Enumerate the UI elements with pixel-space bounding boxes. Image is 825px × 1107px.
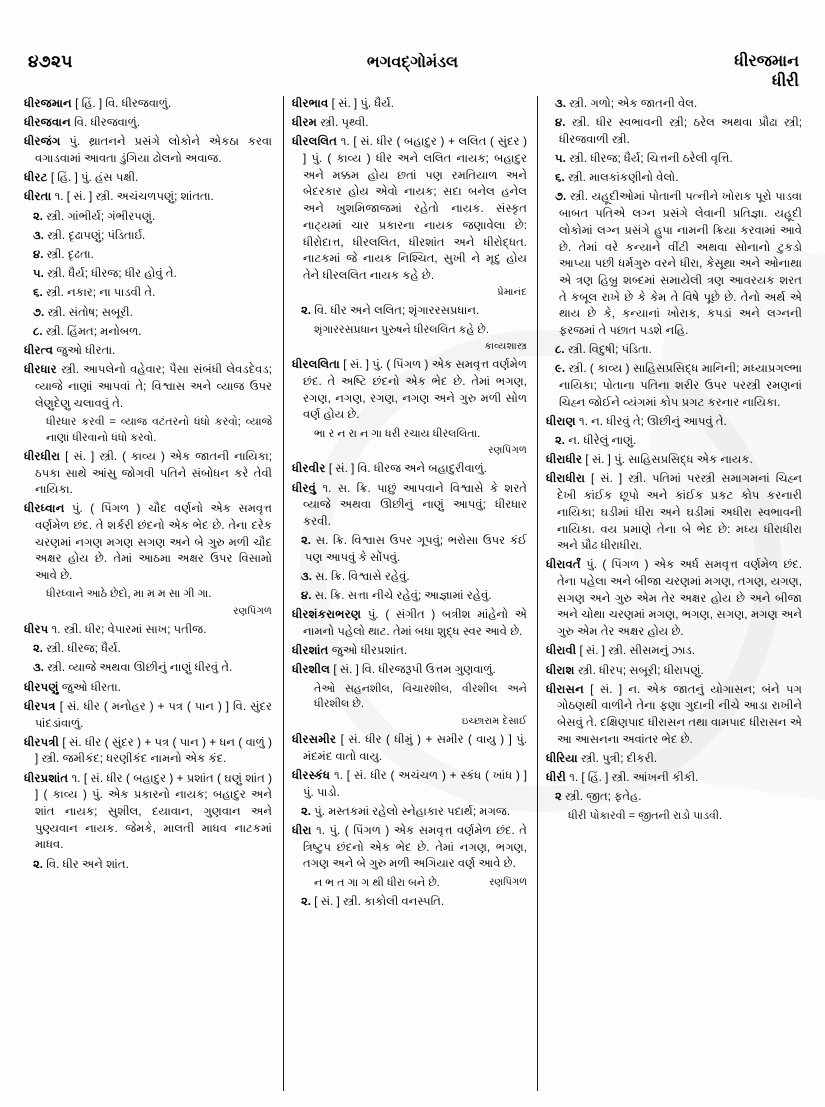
usage-example-text: ન ભ ત ગા ગ થી ધીરા બને છે. — [314, 876, 440, 889]
entry-headword: ધીરાશ — [546, 663, 575, 677]
entry-definition: [ સં. ] વિ. ધીરજ અને બહાદુરીવાળું. — [325, 462, 487, 476]
sense-text: સ્ત્રી. યહૂદીઓમાં પોતાની પત્નીને ખોરાક પૂરો પાડવા બાબત પતિએ લગ્ન પ્રસંગે લેવાની પ્રતિજ્ઞા. યહૂદી લોકોમાં લગ્ન પ્રસંગે હુપા નામની ક્રિયા કરવામાં આવે છે. તેમાં વરે કન્યાને વીંટી અથવા સોનાનો ટુકડો આપ્યા પછી ધર્મગુરુ વરને ધીરા, કેસૂથા અને ઓનાથા એ ત્રણ હિબ્રુ શબ્દમાં સમાયેલી ત્રણ આવરયક શરત તે કબૂલ રાખે છે કે કેમ તે વિષે પૂછે છે. તેનો અર્થ એ થાય છે કે, કન્યાનાં ખોરાક, કપડાં અને લગ્નની ફરજમાં તે પછાત પડશે નહિ. — [559, 190, 802, 337]
entry-sense — [24, 857, 272, 874]
entry-sense — [546, 151, 802, 168]
entry-definition: [ સં. ] પું. ( પિંગળ ) એક સમવૃત્ત વર્ણમેળ છંદ. તે અષ્ટિ છંદનો એક ભેદ છે. તેમાં ભગણ, રગણ, નગણ, રગણ, નગણ અને ગુરુ મળી સોળ વર્ણ હોય છે. — [303, 358, 527, 422]
sense-text: [ સં. ] સ્ત્રી. કાકોલી વનસ્પતિ. — [311, 894, 445, 908]
dictionary-entry — [292, 662, 527, 679]
sense-number: ૪. — [301, 589, 312, 603]
entry-sense — [24, 641, 272, 658]
sense-number: ૮. — [555, 343, 565, 357]
running-head — [734, 52, 799, 92]
dictionary-entry — [292, 461, 527, 478]
entry-headword: ધીરાધીરા — [546, 472, 586, 486]
entry-sense — [24, 247, 272, 264]
dictionary-entry — [24, 680, 272, 697]
entry-headword: ધીરધીરા — [24, 449, 61, 463]
entry-definition: પું. ( પિંગળ ) ચૌદ વર્ણનો એક સમવૃત્ત વર્ણમેળ છંદ. તે શર્કરી છંદનો એક ભેદ છે. તેના દરેક ચરણમાં નગણ મગણ સગણ અને બે ગુરુ મળી ચૌદ અક્ષર હોય છે. તેમાં આઠમા અક્ષર ઉપર વિસામો આવે છે. — [35, 502, 272, 583]
entry-headword: ધીરપણું — [24, 680, 59, 694]
sense-text: સ્ત્રી. ધીરજ; ધૈર્ય; ચિત્તની ઠરેલી વૃત્તિ. — [565, 152, 733, 166]
entry-headword: ધીરાણ — [546, 414, 576, 428]
sense-text: સ્ત્રી. ધીર સ્વભાવની સ્ત્રી; ઠરેલ અથવા પ્રૌઢા સ્ત્રી; ધીરજવાળી સ્ત્રી. — [559, 116, 802, 146]
dictionary-entry — [24, 735, 272, 768]
sense-number: ૨ — [555, 790, 562, 804]
entry-sense — [24, 660, 272, 677]
sense-text: સ્ત્રી. ધૈર્ય; ધીરજ; ધીર હોવું તે. — [43, 267, 177, 281]
entry-headword: ધીરાવી — [546, 644, 577, 658]
entry-headword: ધીરવીર — [292, 462, 326, 476]
dictionary-entry — [24, 362, 272, 412]
entry-definition: ૧. પું. ( પિંગળ ) એક સમવૃત્ત વર્ણમેળ છંદ. તે ત્રિષ્ટુપ છંદનો એક ભેદ છે. તેમાં નગણ, ભગણ, તગણ અને બે ગુરુ મળી અગિયાર વર્ણ આવે છે. — [303, 824, 527, 871]
entry-headword: ધીરપ્રશાંત — [24, 771, 69, 785]
entry-sense — [546, 342, 802, 359]
entry-definition: જુઓ ધીરતા. — [53, 343, 116, 357]
sense-number: ૮. — [33, 324, 43, 338]
entry-headword: ધીરાવર્તં — [546, 558, 581, 572]
dictionary-entry — [546, 770, 802, 787]
dictionary-entry — [24, 343, 272, 360]
dictionary-entry — [292, 134, 527, 284]
sense-text: સ્ત્રી. માલકાંકણીનો વેલો. — [564, 171, 679, 185]
dictionary-entry — [292, 357, 527, 424]
entry-definition: ૧. [ સં. ધીર ( અચંચળ ) + સ્કંધ ( ખાંધ ) ] પું. પાડો. — [303, 769, 527, 799]
sense-number: ૨. — [301, 304, 312, 318]
dictionary-entry — [546, 414, 802, 431]
citation-source: ઇચ્છારામ દેસાઈ — [461, 715, 527, 727]
sense-text: સ્ત્રી. ( કાવ્ય ) સાહિસપ્રસિદ્ધ માનિની; મધ્યાપ્રગલ્ભા નાયિકા; પોતાના પતિના શરીર ઉપર પરસ્ત્રી રમણનાં ચિહ્ન જોઈને વ્યંગમાં કોપ પ્રગટ કરનાર નાયિકા. — [559, 362, 802, 409]
sense-text: સ્ત્રી. વ્યાજે અથવા ઊછીનું નાણું ધીરવું તે. — [43, 661, 233, 675]
entry-sense — [24, 285, 272, 302]
entry-headword: ધીરાધીર — [546, 453, 583, 467]
usage-example: ભા ર ન રા ન ગા ધરી રચાય ધીરલલિતા. — [314, 427, 481, 440]
usage-example: ધીરધાર કરવી = વ્યાજ વટંતરનો ધંધો કરવો; વ્યાજે નાણાં ધીરવાનો ધંધો કરવો. — [46, 415, 272, 444]
entry-headword: ધીરજમાન — [24, 97, 72, 110]
entry-sense — [24, 209, 272, 226]
entry-headword: ધીરી — [546, 771, 566, 785]
entry-definition: [ હિં. ] પું. હંસ પક્ષી. — [47, 171, 139, 185]
citation-source: રણપિંગળ — [233, 605, 272, 617]
entry-definition: [ હિં. ] વિ. ધીરજવાળું. — [71, 97, 172, 110]
sense-text: સ. ક્રિ. સત્તા નીચે રહેવું; આજ્ઞામાં રહેવું. — [311, 589, 492, 603]
entry-headword: ધીરધ્વાન — [24, 502, 65, 516]
entry-definition: સ્ત્રી. પૃથ્વી. — [317, 116, 369, 130]
entry-definition: પું. ( પિંગળ ) એક અર્ધ સમવૃત્ત વર્ણમેળ છંદ. તેના પહેલા અને બીજા ચરણમાં મગણ, તગણ, યગણ, સગણ અને ગુરુ એમ તેર અક્ષર હોય છે અને બીજા અને ચોથા ચરણમાં મગણ, ભગણ, સગણ, મગણ અને ગુરુ એમ તેર અક્ષર હોય છે. — [557, 558, 802, 639]
dictionary-entry — [292, 643, 527, 660]
entry-headword: ધીરશંકરાભરણ — [292, 608, 362, 622]
sense-text: સ્ત્રી. દૃઢાપણું; પંડિતાર્ઇ. — [43, 228, 146, 242]
entry-definition: સ્ત્રી. ધીરપ; સબૂરી; ધીરાપણું. — [574, 663, 704, 677]
entry-headword: ધીરપત્ર — [24, 699, 56, 713]
entry-definition: [ સં. ] ન. એક જાતનું યોગાસન; બંને પગ ગોઠણથી વાળીને તેના ફણા ગુદાની નીચે આડા રાખીને બેસવું તે. દક્ષિણપાદ ધીરાસન તથા વામપાદ ધીરાસન એ આ આસનના અવાંતર ભેદ છે. — [557, 682, 802, 746]
entry-definition: વિ. ધીરજવાળું. — [70, 116, 141, 130]
entry-definition: જુઓ ધીરતા. — [58, 680, 121, 694]
dictionary-entry — [292, 96, 527, 113]
sense-text: સ્ત્રી. ગાંભીર્ય; ગંભીરપણું. — [43, 209, 156, 223]
entry-definition: [ સં. ] પું. સાહિસપ્રસિદ્ધ એક નાયક. — [582, 453, 753, 467]
sense-number: ૨. — [301, 534, 312, 548]
entry-definition: [ સં. ધીર ( સુંદર ) + પત્ર ( પાન ) + ધન ( વાળું ) ] સ્ત્રી. જમીકંદ; ધરણીકંદ નામનો એક કંદ. — [35, 735, 272, 766]
sense-number: ૬. — [555, 171, 565, 185]
sense-text: વિ. ધીર અને લલિત; શૃંગારરસપ્રધાન. — [311, 304, 480, 318]
entry-definition: ૧. [ હિં. ] સ્ત્રી. આંખની કીકી. — [565, 771, 699, 785]
entry-sense — [546, 361, 802, 411]
sense-text: સ્ત્રી. હિંમત; મનોબળ. — [42, 324, 142, 338]
entry-headword: ધીરસમીર — [292, 733, 337, 747]
dictionary-entry — [24, 699, 272, 732]
dictionary-entry — [546, 643, 802, 660]
dictionary-entry — [292, 481, 527, 531]
dictionary-entry — [546, 751, 802, 768]
sense-text: પું. મસ્તકમાં રહેલો સ્નેહાકાર પદાર્થ; મગજ. — [311, 804, 511, 818]
usage-example: ધીરી પોકારવી = જીતની રાડો પાડવી. — [568, 809, 723, 822]
dictionary-entry — [292, 607, 527, 640]
entry-definition: સ્ત્રી. આપલેનો વહેવાર; પૈસા સંબંધી લેવડદેવડ; વ્યાજે નાણાં આપવાં તે; વિશ્વાસ અને વ્યાજ ઉપર લેણુદેણુ ચલાવવું તે. — [35, 363, 272, 410]
entry-definition: [ સં. ] પું. ધૈર્ય. — [328, 97, 394, 110]
sense-number: ૭. — [33, 305, 45, 319]
dictionary-entry — [546, 452, 802, 469]
dictionary-entry — [292, 823, 527, 873]
dictionary-entry — [24, 189, 272, 206]
dictionary-entry — [546, 471, 802, 554]
entry-headword: ધીરલલિત — [292, 135, 338, 149]
column-divider-2 — [537, 96, 538, 1091]
dictionary-entry — [24, 622, 272, 639]
entry-headword: ધીરજવાન — [24, 116, 71, 130]
entry-sense — [24, 266, 272, 283]
entry-sense — [546, 115, 802, 148]
column-2 — [292, 96, 527, 1096]
sense-number: ૨. — [301, 804, 312, 818]
sense-number: ૨. — [33, 642, 44, 656]
sense-number: ૩. — [33, 661, 44, 675]
entry-sense — [292, 533, 527, 566]
entry-headword: ધીરતા — [24, 190, 52, 204]
entry-definition: સ્ત્રી. પુત્રી; દીકરી. — [577, 751, 658, 765]
entry-sense — [546, 433, 802, 450]
entry-definition: પું. થ્રાતનને પ્રસંગે લોકોને એકઠા કરવા વગાડવામાં આવતા ડુંગિયા ઢોલનો અવાજ. — [35, 135, 272, 166]
book-title: ભગવદ્ગોમંડલ — [366, 54, 459, 71]
usage-example: શૃંગારરસપ્રધાન પુરુષને ધીરલલિત કહે છે. — [314, 323, 489, 336]
sense-number: ૨. — [33, 857, 44, 871]
page-number: ૪૭૨૫ — [28, 52, 73, 71]
entry-headword: ધીરશાંત — [292, 644, 329, 658]
sense-number: ૭. — [555, 190, 567, 204]
entry-headword: ધીરભાવ — [292, 97, 329, 110]
sense-text: સ્ત્રી. દૃઢતા. — [43, 248, 94, 261]
entry-headword: ધીરજંગ — [24, 135, 61, 149]
column-1 — [24, 96, 272, 1096]
entry-definition: [ સં. ] વિ. ધીરજરૂપી ઉત્તમ ગુણવાળું. — [330, 663, 496, 677]
entry-definition: ૧. સ્ત્રી. ધીર; વેપારમાં સાખ; પતીજ. — [48, 623, 207, 637]
running-head-first: ધીરજમાન — [734, 53, 799, 70]
sense-number: ૩. — [301, 569, 312, 583]
sense-number: ૬. — [33, 286, 43, 300]
sense-number: ૫. — [33, 267, 44, 281]
dictionary-entry — [292, 115, 527, 132]
entry-headword: ધીરધાર — [24, 363, 57, 377]
citation-source: પ્રેમાનંદ — [497, 287, 527, 299]
sense-text: સ. ક્રિ. વિશ્વાસે રહેવું. — [311, 569, 410, 583]
entry-headword: ધીરવું — [292, 481, 317, 495]
dictionary-entry — [292, 768, 527, 801]
sense-text: સ્ત્રી. ધીરજ; ધૈર્ય. — [43, 642, 121, 656]
sense-text: સ્ત્રી. નકાર; ના પાડવી તે. — [42, 286, 156, 300]
entry-definition: ૧. સ. ક્રિ. પાછું આપવાને વિશ્વાસે કે શરતે વ્યાજે અથવા ઊછીનું નાણું આપવું; ધીરધાર કરવી. — [303, 481, 527, 528]
text-columns — [0, 96, 825, 1096]
sense-text: સ્ત્રી. જીત; ફતેહ. — [561, 790, 642, 804]
entry-sense — [292, 569, 527, 586]
entry-sense — [24, 228, 272, 245]
entry-definition: ૧. [ સં. ધીર ( બહાદુર ) + પ્રશાંત ( ઘણું શાંત ) ] ( કાવ્ય ) પું. એક પ્રકારનો નાયક; બહાદુર અને શાંત નાયક; સુશીલ, દયાવાન, ગુણવાન અને પુણ્યવાન નાયક. જેમકે, માલતી માધવ નાટકમાં માધવ. — [35, 771, 272, 852]
entry-definition: [ સં. ] સ્ત્રી. ( કાવ્ય ) એક જાતની નાયિકા; ઠપકા સાથે આંસુ જોગવી પતિને સંબોધન કરે તેવી નાયિકા. — [35, 449, 272, 497]
entry-definition: [ સં. ] સ્ત્રી. પતિમાં પરસ્ત્રી સમાગમનાં ચિહ્ન દેખી કાંઈક છૂપો અને કાંઈક પ્રકટ કોપ કરનારી નાયિકા; ઘડીમાં ધીરા અને ઘડીમાં અધીરા સ્વભાવની નાયિકા. વય પ્રમાણે તેના બે ભેદ છે: મધ્ય ધીરાધીરા અને પ્રૌઢ ધીરાધીરા. — [557, 472, 802, 553]
entry-definition: ૧. ન. ધીરવું તે; ઊછીનું આપવું તે. — [575, 414, 727, 428]
sense-number: ૪. — [33, 248, 44, 261]
dictionary-entry — [546, 663, 802, 680]
sense-number: ૨. — [33, 209, 44, 223]
entry-sense — [24, 305, 272, 322]
citation-source: કાવ્યશાસ્ત્ર — [484, 340, 527, 352]
entry-headword: ધીરલલિતા — [292, 358, 340, 372]
entry-sense — [292, 303, 527, 320]
entry-headword: ધીરશીલ — [292, 663, 331, 677]
sense-text: સ્ત્રી. વિદુષી; પંડિતા. — [564, 343, 652, 357]
entry-sense — [292, 894, 527, 911]
dictionary-entry — [546, 682, 802, 749]
entry-definition: [ સં. ધીર ( મનોહર ) + પત્ર ( પાન ) ] વિ. સુંદર પાંદડાંવાળું. — [35, 699, 272, 730]
entry-sense — [292, 588, 527, 605]
dictionary-entry — [24, 170, 272, 187]
entry-sense — [24, 324, 272, 341]
entry-definition: જુઓ ધીરપ્રશાંત. — [328, 644, 408, 658]
sense-text: સ્ત્રી. સંતોષ; સબૂરી. — [44, 305, 133, 319]
sense-number: ૩. — [555, 97, 566, 110]
entry-headword: ધીરિયા — [546, 751, 578, 765]
entry-definition: [ સં. ] સ્ત્રી. સીસમનું ઝાડ. — [576, 644, 695, 658]
sense-number: ૪. — [555, 116, 566, 130]
sense-number: ૫. — [555, 152, 566, 166]
usage-example — [292, 876, 527, 892]
sense-number: ૨. — [301, 894, 312, 908]
entry-sense — [546, 789, 802, 806]
page-header — [0, 52, 825, 96]
sense-text: સ. ક્રિ. વિશ્વાસ ઉપર ગૂપવું; ભરોસા ઉપર કંઈ પણ આપવું કે સોંપવું. — [305, 534, 527, 564]
entry-definition: પું. ( સંગીત ) બત્રીશ માંહેનો એ નામનો પહેલો થાટ. તેમાં બધા શુદ્ધ સ્વર આવે છે. — [303, 608, 527, 639]
entry-headword: ધીરમ — [292, 116, 318, 130]
entry-sense — [546, 170, 802, 187]
dictionary-entry — [24, 771, 272, 854]
sense-number: ૩. — [33, 228, 44, 242]
sense-number: ૨. — [555, 434, 566, 448]
entry-headword: ધીરપ — [24, 623, 49, 637]
entry-headword: ધીરસ્કંધ — [292, 769, 331, 782]
running-head-last: ધીરી — [771, 73, 799, 90]
column-divider-1 — [283, 96, 284, 1091]
entry-definition: ૧. [ સં. ધીર ( બહાદુર ) + લલિત ( સુંદર ) ] પું. ( કાવ્ય ) ધીર અને લલિત નાયક; બહાદુર અને મક્કમ હોય છતાં પણ રમતિયાળ અને બેદરકાર હોય એવો નાયક; સદા બનેલ હનેલ અને ખુશમિજાજમાં રહેતો નાયક. સંસ્કૃત નાટ્યમાં ચાર પ્રકારના નાયક જણાવેલા છે: ધીરોદાત્ત, ધીરલલિત, ધીરશાંત અને ધીરોદ્ધત. નાટકમાં જે નાયક નિશ્ચિત, સુખી ને મૃદુ હોય તેને ધીરલલિત નાયક કહે છે. — [303, 135, 527, 282]
usage-example: ધીરધ્વાને આઠે છેદો, મા મ મ સા ગી ગા. — [46, 588, 212, 601]
sense-number: ૯. — [555, 362, 566, 376]
usage-example: તેઓ સહનશીલ, વિચારશીલ, વીરશીલ અને ધીરશીલ છે. — [314, 682, 527, 711]
entry-sense — [546, 189, 802, 339]
column-3 — [546, 96, 802, 1096]
entry-headword: ધીરટ — [24, 171, 48, 185]
dictionary-entry — [24, 96, 272, 113]
dictionary-entry — [24, 134, 272, 167]
entry-headword: ધીરત્વ — [24, 343, 54, 357]
citation-source: રણપિંગળ — [488, 444, 527, 456]
entry-definition: ૧. [ સં. ] સ્ત્રી. અચંચળપણું; શાંતતા. — [51, 190, 214, 204]
sense-text: સ્ત્રી. ગળો; એક જાતની વેલ. — [565, 97, 698, 110]
citation-source: રણપિંગળ — [489, 876, 527, 888]
dictionary-entry — [292, 732, 527, 765]
dictionary-entry — [24, 115, 272, 132]
dictionary-entry — [24, 449, 272, 499]
sense-text: વિ. ધીર અને શાંત. — [43, 857, 129, 871]
entry-sense — [546, 96, 802, 113]
sense-text: ન. ધીરેલું નાણું. — [565, 434, 637, 448]
entry-sense — [292, 804, 527, 821]
entry-headword: ધીરપત્રી — [24, 735, 60, 749]
dictionary-entry — [546, 557, 802, 640]
entry-headword: ધીરા — [292, 824, 312, 838]
entry-headword: ધીરાસન — [546, 682, 584, 696]
dictionary-entry — [24, 501, 272, 584]
entry-definition: [ સં. ધીર ( ધીમું ) + સમીર ( વાયુ ) ] પું. મંદમંદ વાતો વાયુ. — [303, 733, 527, 763]
